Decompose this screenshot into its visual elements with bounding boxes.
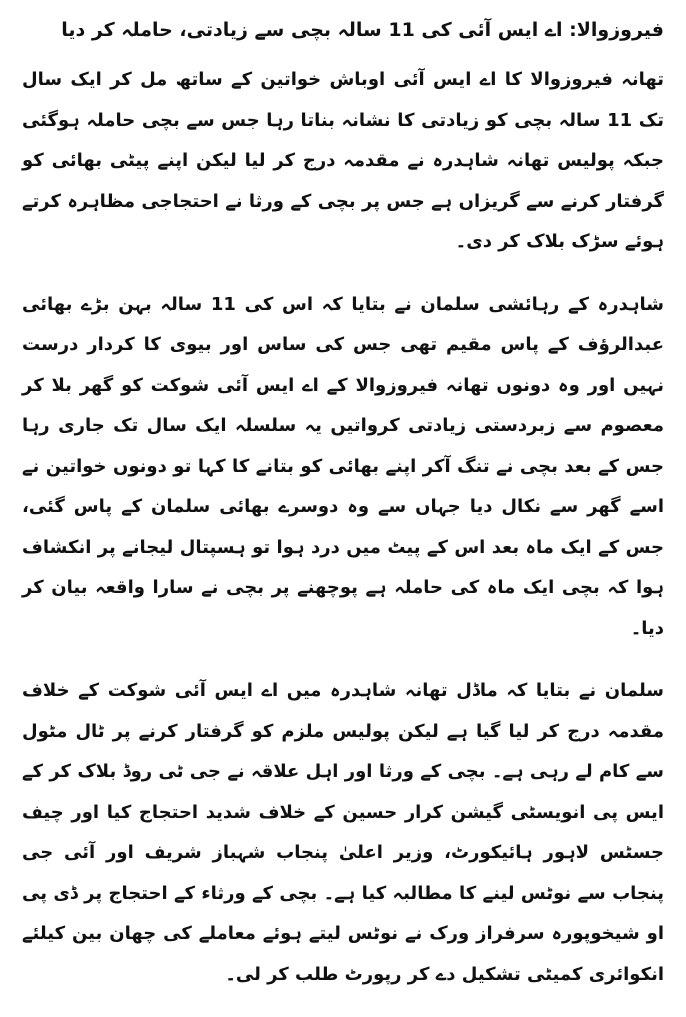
- article-headline: فیروزوالا: اے ایس آئی کی 11 سالہ بچی سے زیادتی، حاملہ کر دیا: [61, 19, 664, 41]
- article-paragraph-1: تھانہ فیروزوالا کا اے ایس آئی اوباش خواتین کے ساتھ مل کر ایک سال تک 11 سالہ بچی کو زیادتی کا نشانہ بناتا رہا جس سے بچی حاملہ ہوگئی جبکہ پولیس تھانہ شاہدرہ نے مقدمہ درج کر لیا لیکن اپنے پیٹی بھائی کو گرفتار کرنے سے گریزاں ہے جس پر بچی کے ورثا نے احتجاجی مظاہرہ کرتے ہوئے سڑک بلاک کر دی۔: [22, 69, 664, 252]
- news-article: [22, 14, 664, 1017]
- article-paragraph-2: شاہدرہ کے رہائشی سلمان نے بتایا کہ اس کی 11 سالہ بہن بڑے بھائی عبدالرؤف کے پاس مقیم تھی جس کی ساس اور بیوی کا کردار درست نہیں اور وہ دونوں تھانہ فیروزوالا کے اے ایس آئی شوکت کو گھر بلا کر معصوم سے زبردستی زیادتی کرواتیں یہ سلسلہ ایک سال تک جاری رہا جس کے بعد بچی نے تنگ آکر اپنے بھائی کو بتانے کا کہا تو دونوں خواتین نے اسے گھر سے نکال دیا جہاں سے وہ دوسرے بھائی سلمان کے پاس گئی، جس کے ایک ماہ بعد اس کے پیٹ میں درد ہوا تو ہسپتال لیجانے پر انکشاف ہوا کہ بچی ایک ماہ کی حاملہ ہے پوچھنے پر بچی نے سارا واقعہ بیان کر دیا۔: [22, 293, 664, 639]
- article-paragraph-3: سلمان نے بتایا کہ ماڈل تھانہ شاہدرہ میں اے ایس آئی شوکت کے خلاف مقدمہ درج کر لیا گیا ہے لیکن پولیس ملزم کو گرفتار کرنے پر ٹال مٹول سے کام لے رہی ہے۔ بچی کے ورثا اور اہل علاقہ نے جی ٹی روڈ بلاک کر کے ایس پی انویسٹی گیشن کرار حسین کے خلاف شدید احتجاج کیا اور چیف جسٹس لاہور ہائیکورٹ، وزیر اعلیٰ پنجاب شہباز شریف اور آئی جی پنجاب سے نوٹس لینے کا مطالبہ کیا ہے۔ بچی کے ورثاء کے احتجاج پر ڈی پی او شیخوپورہ سرفراز ورک نے نوٹس لیتے ہوئے معاملے کی چھان بین کیلئے انکوائری کمیٹی تشکیل دے کر رپورٹ طلب کر لی۔: [22, 680, 664, 985]
